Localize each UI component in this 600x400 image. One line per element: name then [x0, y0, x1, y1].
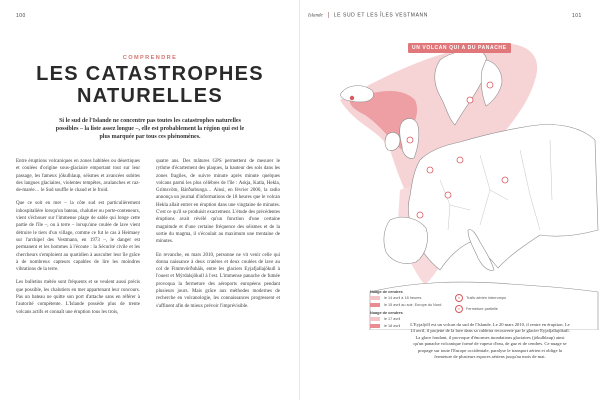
legend-swatch-dark: [370, 324, 380, 328]
legend-label: Trafic aérien interrompu: [466, 296, 507, 300]
page-number-right: 101: [572, 13, 582, 19]
closure-marker: [417, 212, 423, 218]
closure-marker: [457, 157, 463, 163]
legend-row: [455, 305, 506, 313]
map-legend-markers: [455, 294, 506, 316]
legend-label: le 18 avril: [384, 324, 401, 328]
closure-marker: [487, 82, 493, 88]
paragraph: Que ce soit en mer – la côte sud est particulièrement inhospitalière lorsqu'un bateau, chalutier ou porte-conteneurs, vient s'échouer sur l'immense plage de sable qui longe cette partie de l'île –, ou à terre – lorsqu'une coulée de lave vient détruire le tiers d'un village, comme ce fut le cas à Heimaey sur l'archipel des Vestmann, en 1973 –, le danger est permanent et les hommes à l'écoute : la Sécurité civile et les chercheurs s'emploient au quotidien à ausculter leur île grâce à de nombreux capteurs capables de lire les moindres vibrations de la terre.: [16, 201, 140, 273]
closure-marker: [502, 177, 508, 183]
text-column-2: [156, 158, 280, 316]
lead-paragraph: Si le sud de l'Islande ne concentre pas toutes les catastrophes naturelles possibles – la liste assez longue –, elle est probablement la région qui est le plus marquée par tous ces phénomènes.: [55, 118, 245, 140]
legend-label: Fermeture partielle: [466, 307, 498, 311]
closure-marker: [467, 97, 473, 103]
text-column-1: [16, 158, 140, 322]
closure-marker: [445, 192, 451, 198]
running-header: [308, 12, 428, 18]
title-line-1: LES CATASTROPHES: [36, 63, 264, 85]
map-title-tag: UN VOLCAN QUI A DU PANACHE: [408, 43, 511, 53]
paragraph: Les bulletins météo sont fréquents et se veulent aussi précis que possible, les chalutiers en mer appartenant leur concours. Pas un bateau ne quitte son port d'attache sans en référer à l'autorité compétente. L'Islande possède plus de trente volcans actifs et connaît une éruption tous les trois,: [16, 280, 140, 315]
section-kicker: COMPRENDRE: [122, 55, 178, 61]
legend-row: [370, 317, 520, 321]
europe-ash-cloud-map: [330, 30, 600, 330]
legend-label: le 15 avril au soir, Europe du Nord: [384, 303, 442, 307]
legend-row: [455, 294, 506, 302]
paragraph: Entre éruptions volcaniques en zones habitées ou désertiques et coulées d'origine sous-glaciaire emportant tout sur leur passage, les fameux jökulhlaup, séismes et avancées subites des langues glaciaires, violentes tempêtes, avalanches et raz-de-marée… le Sud souffle le chaud et le froid.: [16, 159, 140, 194]
legend-swatch-light: [370, 296, 380, 300]
iceland-shape: [341, 86, 374, 102]
closure-marker: [407, 137, 413, 143]
running-header-chapter: LE SUD ET LES ÎLES VESTMANN: [333, 12, 428, 19]
paragraph: En revanche, en mars 2010, personne ne vit venir celle qui donna naissance à deux cratères et deux coulées de lave au col de Fimmvörðuháls, entre les glaciers Eyjafjallajökull à l'ouest et Mýrdalsjökull à l'est. L'immense panache de fumée provoqua la fermeture des aéroports européens pendant plusieurs jours. Mais grâce aux méthodes modernes de recherche en volcanologie, les connaissances progressent et s'affinent afin de mieux prévoir l'imprévisible.: [156, 252, 280, 309]
legend-title: Nuage de cendres: [370, 290, 403, 294]
volcano-marker: [350, 96, 354, 100]
paragraph: quatre ans. Des mâtures GPS permettent de mesurer le rythme d'écartement des plaques, la hauteur des sols dans les zones fragiles, de suivre minute après minute quelques volcans parmi les plus célèbres de l'île : Askja, Katla, Hekla, Grímsvötn, Bárðarbunga… Ainsi, en février 2000, la radio annonça un journal d'informations de 18 heures que le volcan Hekla allait entrer en éruption dans une vingtaine de minutes. C'est ce qu'il se produisit exactement. L'étude des précédentes éruptions avait révélé qu'un fonction d'une certaine magnitude et d'une certaine fréquence des séismes et de la sortie du magma, il s'écoulait au maximum une trentaine de minutes.: [156, 159, 280, 245]
map-caption: L'Eyjafjöll est un volcan du sud de l'Islande. Le 20 mars 2010, il rentre en éruption. Le 14 avril, il projette de la lave dans sa caldeira recouverte par le glacier Eyjafjallajökull. La glace fondant, il provoque d'énormes inondations glaciaires (jökulhlaup) ainsi qu'un panache volcanique formé de vapeur d'eau, de gaz et de cendres. Ce nuage se propage sur toute l'Europe occidentale, paralyse le transport aérien et oblige la fermeture de plusieurs espaces aériens jusqu'au mois de mai.: [410, 322, 570, 360]
header-separator: [328, 12, 329, 18]
page-number-left: 100: [16, 13, 26, 19]
plane-icon: ✈: [455, 294, 463, 302]
legend-title: Nuage de cendres: [370, 311, 403, 315]
title-line-2: NATURELLES: [77, 85, 223, 107]
legend-swatch-light: [370, 317, 380, 321]
closure-marker: [427, 167, 433, 173]
running-header-country: Islande: [308, 13, 323, 19]
legend-swatch-dark: [370, 303, 380, 307]
page-title: [0, 63, 300, 107]
plane-icon: ✈: [455, 305, 463, 313]
iberia-shape: [384, 217, 428, 263]
legend-label: le 17 avril: [384, 317, 401, 321]
legend-label: le 14 avril à 18 heures: [384, 296, 422, 300]
